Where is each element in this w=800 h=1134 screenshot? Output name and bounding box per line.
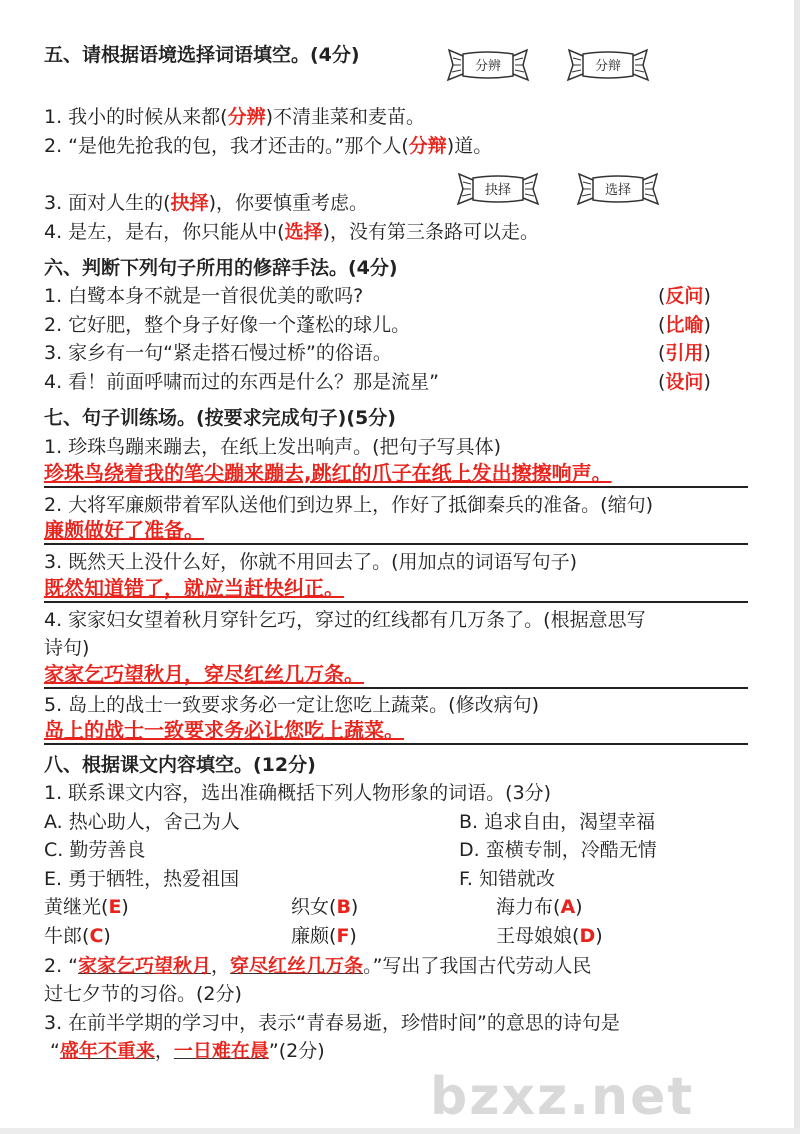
page-bottom-edge [0, 1128, 800, 1134]
watermark: bzxz.net [430, 1067, 695, 1127]
people-row [44, 923, 748, 949]
s5-question-4: 4. 是左，是右，你只能从中(选择)，没有第三条路可以走。 [44, 221, 540, 243]
section-7-title: 七、句子训练场。(按要求完成句子)(5分) [44, 407, 396, 429]
person-match: 廉颇(F) [291, 925, 357, 947]
candy-word-card: 选择 [575, 172, 661, 206]
s7-question-2: 2. 大将军廉颇带着军队送他们到边界上，作好了抵御秦兵的准备。(缩句) [44, 494, 653, 516]
s6-answer: (设问) [658, 371, 711, 393]
s7-question-5: 5. 岛上的战士一致要求务必一定让您吃上蔬菜。(修改病句) [44, 694, 539, 716]
answer: 一日难在晨 [173, 1040, 269, 1062]
s6-item: 4. 看！前面呼啸而过的东西是什么？那是流星” [44, 371, 440, 393]
s6-item: 3. 家乡有一句“紧走搭石慢过桥”的俗语。 [44, 342, 392, 364]
s7-answer-2: 廉颇做好了准备。 [44, 517, 748, 545]
candy-word-card: 分辩 [565, 48, 651, 82]
candy-word-card: 抉择 [455, 172, 541, 206]
section-5-title: 五、请根据语境选择词语填空。(4分) [44, 44, 360, 66]
s5-question-2: 2. “是他先抢我的包，我才还击的。”那个人(分辩)道。 [44, 135, 493, 157]
answer: 盛年不重来 [59, 1040, 155, 1062]
s8-question-1: 1. 联系课文内容，选出准确概括下列人物形象的词语。(3分) [44, 782, 552, 804]
answer: 穿尽红丝几万条 [230, 955, 364, 977]
s5-question-3: 3. 面对人生的(抉择)，你要慎重考虑。 [44, 192, 369, 214]
s8-question-2: 2. “家家乞巧望秋月，穿尽红丝几万条。”写出了我国古代劳动人民 [44, 955, 592, 977]
s5-question-1: 1. 我小的时候从来都(分辨)不清韭菜和麦苗。 [44, 106, 426, 128]
person-match: 牛郎(C) [44, 925, 111, 947]
people-row [44, 894, 748, 920]
s8-question-3-answer: “盛年不重来，一日难在晨”(2分) [50, 1040, 325, 1062]
option-row: A. 热心助人，舍己为人 B. 追求自由，渴望幸福 [44, 811, 656, 833]
s7-question-1: 1. 珍珠鸟蹦来蹦去，在纸上发出响声。(把句子写具体) [44, 436, 501, 458]
candy-word-card: 分辨 [445, 48, 531, 82]
s6-item: 2. 它好肥，整个身子好像一个蓬松的球儿。 [44, 314, 411, 336]
page-edge [794, 0, 800, 1134]
section-8-title: 八、根据课文内容填空。(12分) [44, 754, 316, 776]
s7-answer-5: 岛上的战士一致要求务必让您吃上蔬菜。 [44, 717, 748, 745]
s7-question-3: 3. 既然天上没什么好，你就不用回去了。(用加点的词语写句子) [44, 551, 577, 573]
s7-question-4: 4. 家家妇女望着秋月穿针乞巧，穿过的红线都有几万条了。(根据意思写 [44, 609, 646, 631]
s8-question-3: 3. 在前半学期的学习中，表示“青春易逝，珍惜时间”的意思的诗句是 [44, 1012, 620, 1034]
answer: 分辩 [408, 135, 447, 157]
s6-answer: (比喻) [658, 314, 711, 336]
answer: 家家乞巧望秋月 [78, 955, 212, 977]
option-row: E. 勇于牺牲，热爱祖国 F. 知错就改 [44, 868, 555, 890]
person-match: 海力布(A) [496, 896, 583, 918]
s6-answer: (引用) [658, 342, 711, 364]
person-match: 黄继光(E) [44, 896, 129, 918]
s7-answer-1: 珍珠鸟绕着我的笔尖蹦来蹦去,跳红的爪子在纸上发出擦擦响声。 [44, 460, 748, 488]
answer: 选择 [284, 221, 323, 243]
person-match: 织女(B) [291, 896, 359, 918]
answer: 抉择 [170, 192, 209, 214]
s7-answer-3: 既然知道错了，就应当赶快纠正。 [44, 575, 748, 603]
person-match: 王母娘娘(D) [496, 925, 603, 947]
option-row: C. 勤劳善良 D. 蛮横专制，冷酷无情 [44, 839, 657, 861]
section-6-title: 六、判断下列句子所用的修辞手法。(4分) [44, 257, 398, 279]
s6-answer: (反问) [658, 285, 711, 307]
s6-item: 1. 白鹭本身不就是一首很优美的歌吗? [44, 285, 364, 307]
s7-question-4-cont: 诗句) [44, 637, 90, 659]
s8-question-2-cont: 过七夕节的习俗。(2分) [44, 983, 242, 1005]
s7-answer-4: 家家乞巧望秋月，穿尽红丝几万条。 [44, 661, 748, 689]
answer: 分辨 [227, 106, 266, 128]
